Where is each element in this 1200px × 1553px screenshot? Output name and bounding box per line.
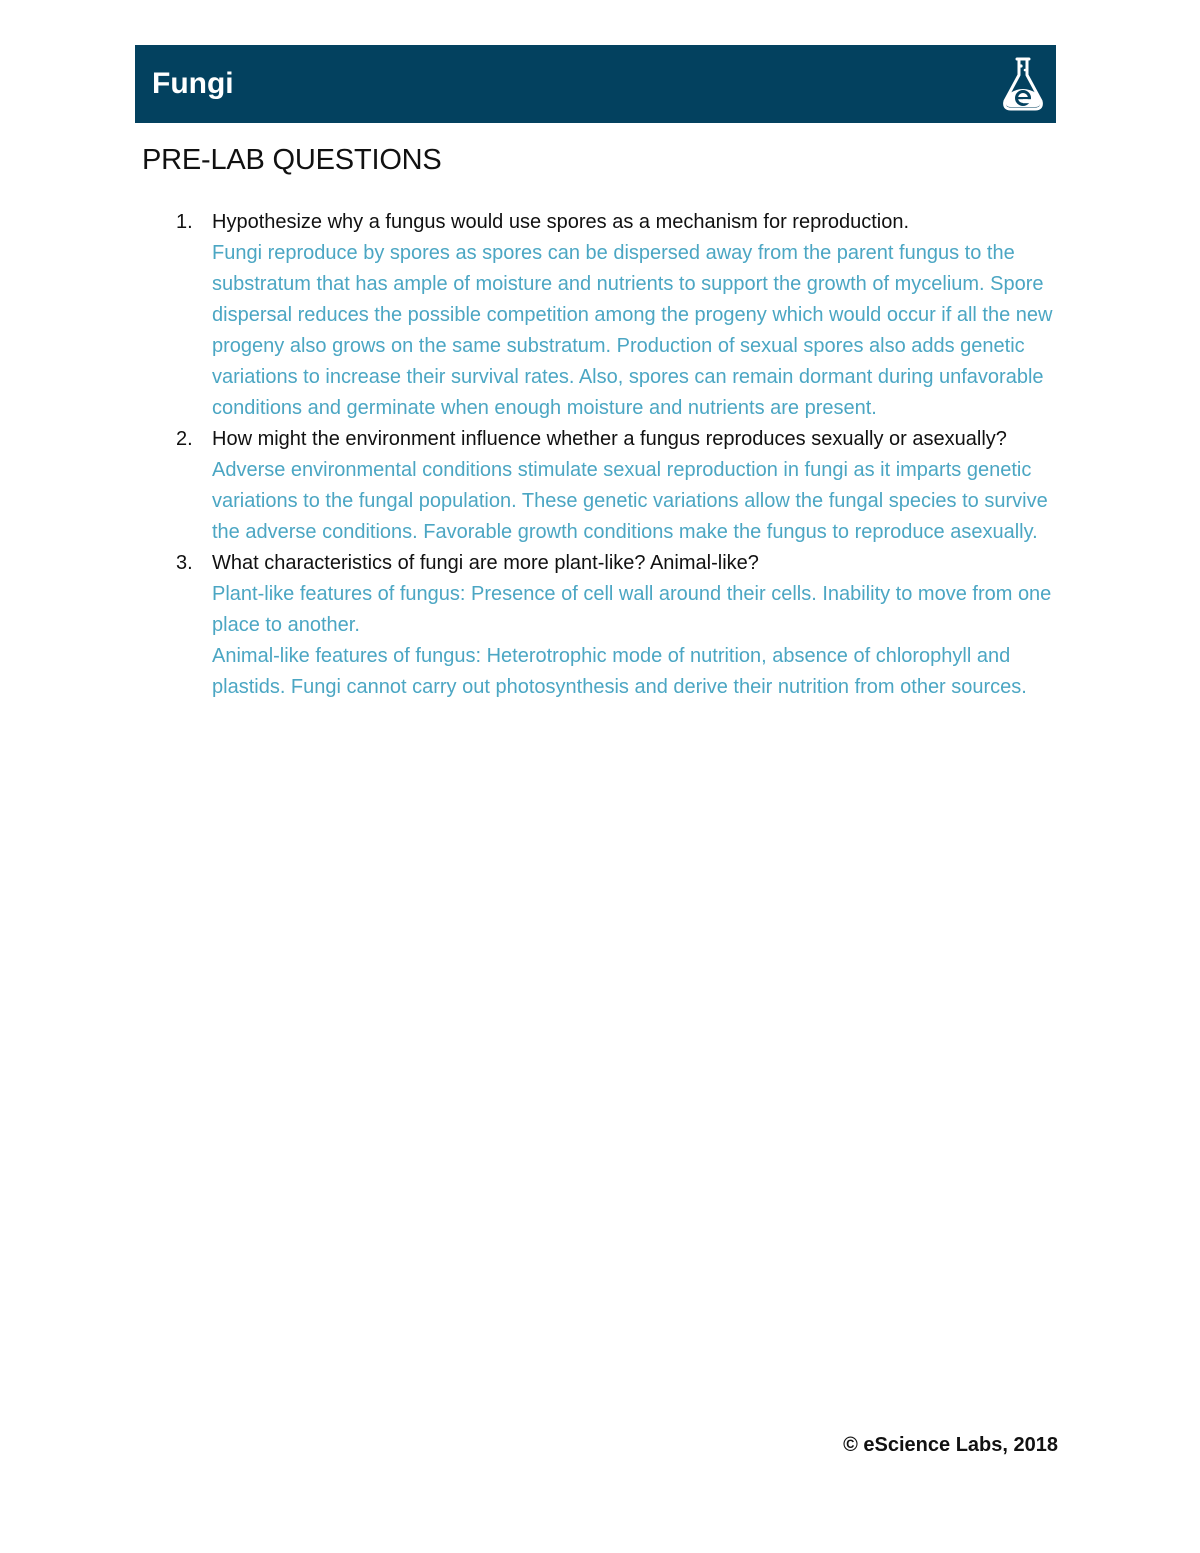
- question-text: How might the environment influence whether a fungus reproduces sexually or asexually?: [212, 428, 1007, 450]
- copyright-footer: © eScience Labs, 2018: [843, 1434, 1058, 1456]
- flask-e-logo-icon: [1000, 55, 1046, 113]
- header-bar: [135, 45, 1056, 123]
- question-text: What characteristics of fungi are more plant-like? Animal-like?: [212, 552, 759, 574]
- question-number: 2.: [176, 428, 193, 450]
- question-list: [173, 207, 1063, 703]
- answer-text: Animal-like features of fungus: Heterotrophic mode of nutrition, absence of chlorophyll and plastids. Fungi cannot carry out photosynthesis and derive their nutrition from other sources.: [212, 645, 1027, 698]
- question-text: Hypothesize why a fungus would use spores as a mechanism for reproduction.: [212, 211, 910, 233]
- page-title: Fungi: [152, 67, 234, 100]
- question-item: [173, 424, 1063, 548]
- question-number: 3.: [176, 552, 193, 574]
- answer-text: Adverse environmental conditions stimulate sexual reproduction in fungi as it imparts genetic variations to the fungal population. These genetic variations allow the fungal species to survive the adverse conditions. Favorable growth conditions make the fungus to reproduce asexually.: [212, 459, 1048, 543]
- answer-text: Fungi reproduce by spores as spores can be dispersed away from the parent fungus to the substratum that has ample of moisture and nutrients to support the growth of mycelium. Spore dispersal reduces the possible competition among the progeny which would occur if all the new progeny also grows on the same substratum. Production of sexual spores also adds genetic variations to increase their survival rates. Also, spores can remain dormant during unfavorable conditions and germinate when enough moisture and nutrients are present.: [212, 242, 1053, 419]
- question-number: 1.: [176, 211, 193, 233]
- answer-text: Plant-like features of fungus: Presence of cell wall around their cells. Inability to move from one place to another.: [212, 583, 1052, 636]
- section-title: PRE-LAB QUESTIONS: [142, 144, 442, 176]
- question-item: [173, 207, 1063, 424]
- question-item: [173, 548, 1063, 703]
